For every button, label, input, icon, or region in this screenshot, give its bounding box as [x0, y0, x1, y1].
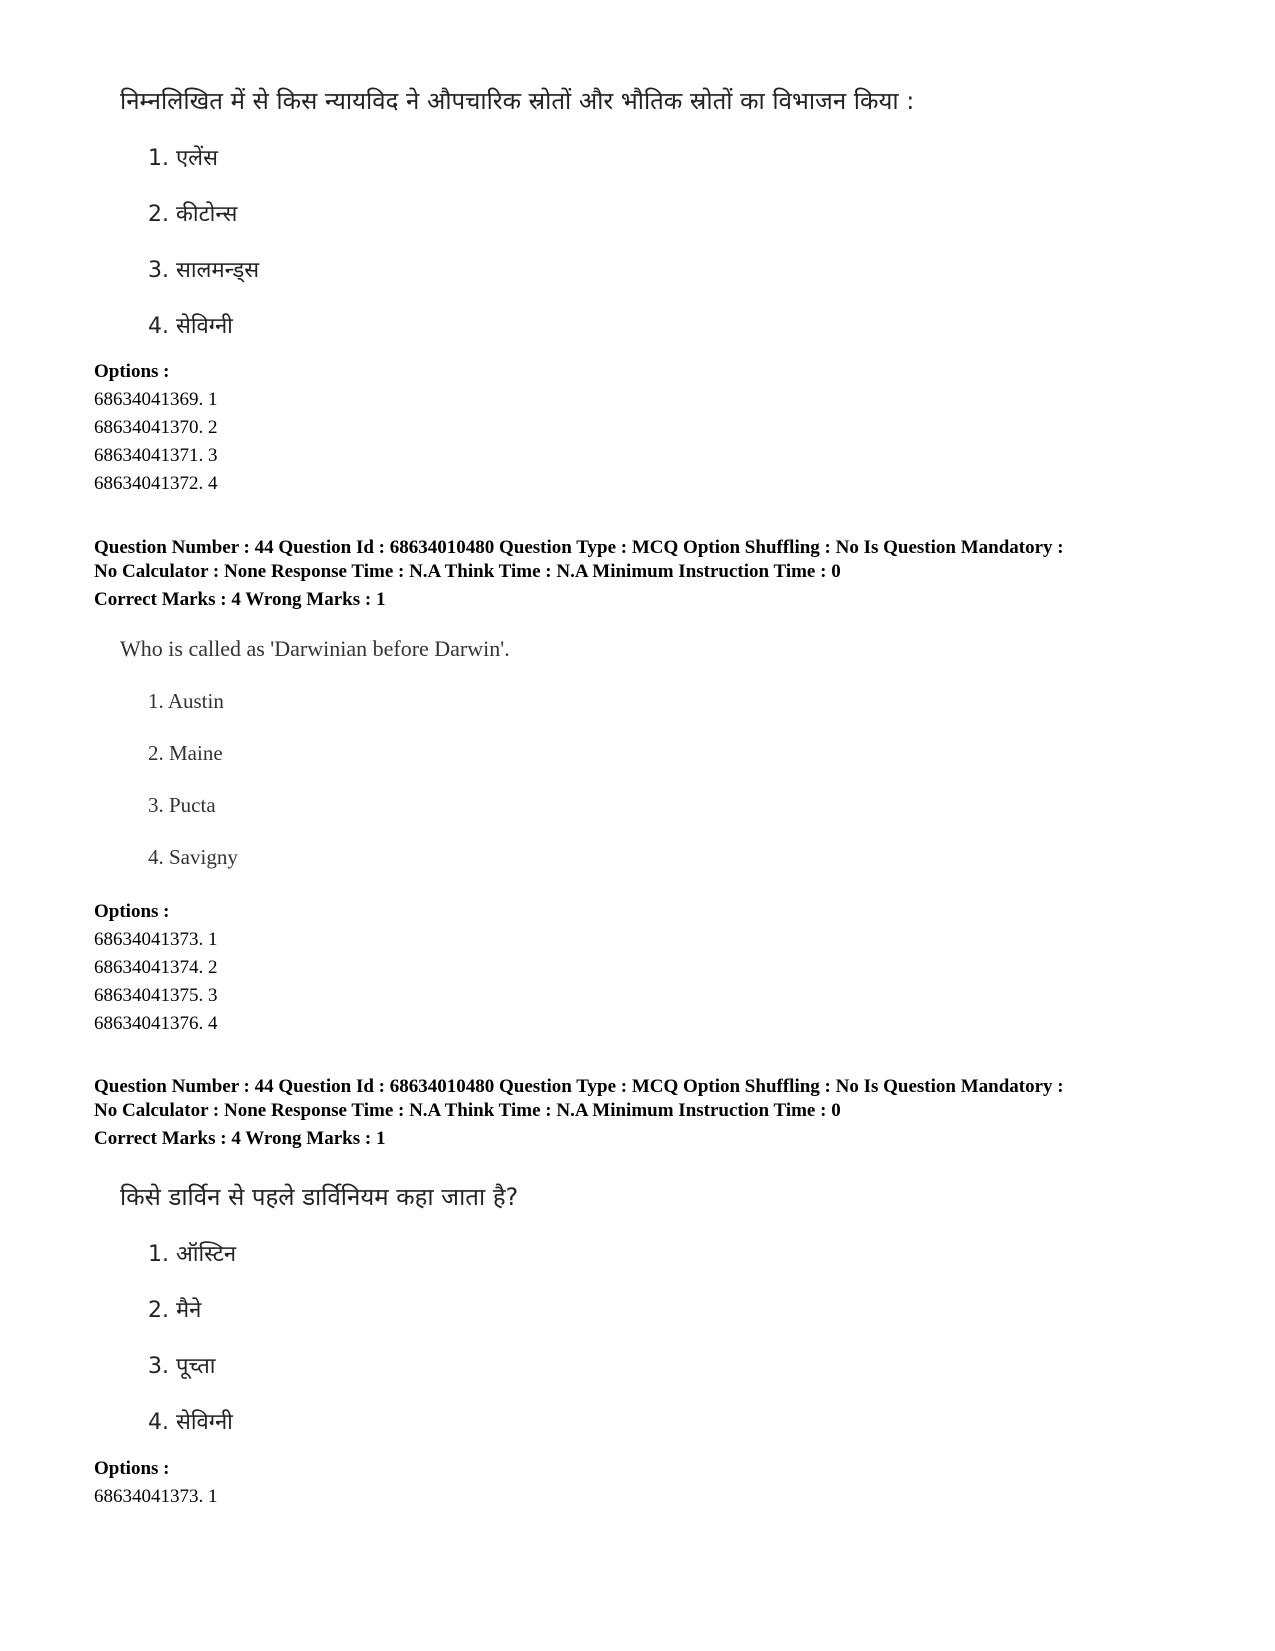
option-row: 68634041376. 4: [94, 1013, 218, 1034]
choice-item: 1. ऑस्टिन: [148, 1242, 237, 1267]
options-label: Options :: [94, 901, 170, 922]
question-text-hindi-1: निम्नलिखित में से किस न्यायविद ने औपचारिक स्रोतों और भौतिक स्रोतों का विभाजन किया :: [120, 87, 915, 115]
choice-item: 2. Maine: [148, 741, 223, 765]
option-row: 68634041372. 4: [94, 473, 218, 494]
option-row: 68634041369. 1: [94, 389, 218, 410]
choice-item: 4. सेविग्नी: [148, 1410, 233, 1435]
option-row: 68634041375. 3: [94, 985, 218, 1006]
option-row: 68634041373. 1: [94, 1486, 218, 1507]
choice-item: 2. कीटोन्स: [148, 202, 238, 227]
marks-line: Correct Marks : 4 Wrong Marks : 1: [94, 589, 386, 610]
question-meta-line-1: Question Number : 44 Question Id : 68634010480 Question Type : MCQ Option Shuffling : No Is Question Mandatory :: [94, 537, 1064, 558]
choice-item: 1. Austin: [148, 689, 224, 713]
question-meta-line-2: No Calculator : None Response Time : N.A Think Time : N.A Minimum Instruction Time : 0: [94, 1100, 841, 1121]
choice-item: 4. सेविग्नी: [148, 314, 233, 339]
option-row: 68634041371. 3: [94, 445, 218, 466]
choice-item: 2. मैने: [148, 1298, 202, 1323]
question-meta-line-2: No Calculator : None Response Time : N.A Think Time : N.A Minimum Instruction Time : 0: [94, 561, 841, 582]
choice-item: 1. एलेंस: [148, 146, 218, 171]
question-meta-line-1: Question Number : 44 Question Id : 68634010480 Question Type : MCQ Option Shuffling : No Is Question Mandatory :: [94, 1076, 1064, 1097]
question-text-english: Who is called as 'Darwinian before Darwin'.: [120, 636, 510, 661]
choice-item: 3. Pucta: [148, 793, 216, 817]
marks-line: Correct Marks : 4 Wrong Marks : 1: [94, 1128, 386, 1149]
option-row: 68634041373. 1: [94, 929, 218, 950]
option-row: 68634041374. 2: [94, 957, 218, 978]
options-label: Options :: [94, 1458, 170, 1479]
question-text-hindi-2: किसे डार्विन से पहले डार्विनियम कहा जाता है?: [120, 1183, 519, 1211]
choice-item: 4. Savigny: [148, 845, 238, 869]
options-label: Options :: [94, 361, 170, 382]
choice-item: 3. पूच्ता: [148, 1354, 216, 1379]
option-row: 68634041370. 2: [94, 417, 218, 438]
choice-item: 3. सालमन्ड्स: [148, 258, 260, 283]
